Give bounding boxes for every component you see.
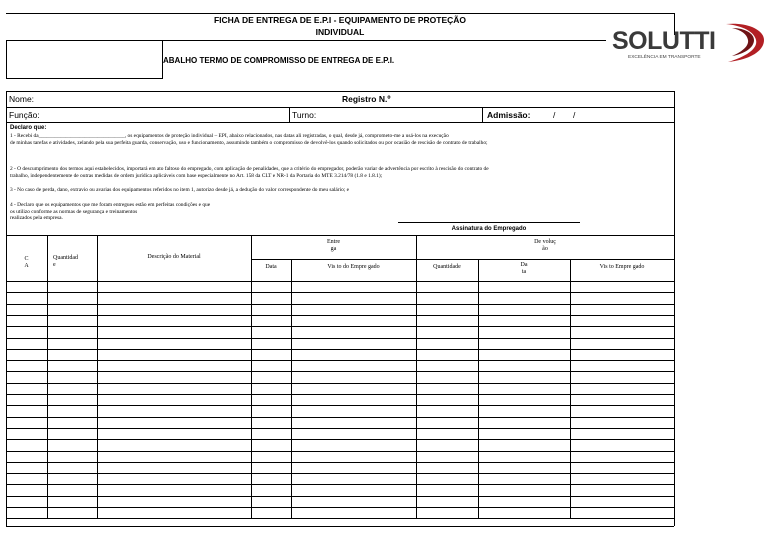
col-header-descricao: Descrição do Material [147,254,201,260]
label-turno: Turno: [292,110,317,120]
declaration-item4-line3: realizados pela empresa. [10,215,63,221]
declaration-item4-line2: os utilizo conforme as normas de segurança e treinamentos [10,209,138,215]
table-row [6,304,674,305]
table-row [6,518,674,519]
col-header-ca-line2: A [24,263,29,269]
col-header-data-devolucao-line2: ta [521,269,527,275]
col-header-data: Data [265,264,277,270]
table-row [6,496,674,497]
table-row [6,371,674,372]
col-divider [251,235,252,518]
logo-tagline: EXCELÊNCIA EM TRANSPORTE [628,55,701,60]
sep-funcao-turno [289,107,290,122]
col-header-data-devolucao-line1: Da [520,262,528,268]
col-divider [291,259,292,518]
col-header-visto-entrega: Vis to do Empre gado [327,264,380,270]
table-row [6,484,674,485]
col-header-quantidade-devolucao: Quantidade [433,264,461,270]
bottom-frame [6,526,674,527]
signature-label: Assinatura do Empregado [451,226,527,232]
col-header-quantidade-line1: Quantidad [53,255,78,261]
col-divider [47,235,48,518]
table-row [6,462,674,463]
solutti-logo [608,18,768,64]
row-separator-1 [6,107,674,108]
form-title-line1: FICHA DE ENTREGA DE E.P.I - EQUIPAMENTO DE PROTEÇÃO [213,15,467,25]
label-admissao: Admissão: [487,110,531,120]
table-row [6,383,674,384]
table-row [6,507,674,508]
col-divider [478,259,479,518]
table-row [6,473,674,474]
declaration-item3: 3 - No caso de perda, dano, extravio ou avarias dos equipamentos referidos no item 1, autorizo desde já, a dedução do valor correspondente do meu salário; e [10,187,350,193]
table-row [6,417,674,418]
label-nome: Nome: [9,94,35,104]
right-frame [674,91,675,526]
col-header-visto-devolucao: Vis to Empre gado [599,264,645,270]
row-separator-2 [6,122,674,123]
table-row [6,338,674,339]
col-divider [570,259,571,518]
declaration-item2-line1: 2 - O descumprimento dos termos aqui estabelecidos, importará em ato faltoso do empregado, com aplicação de penalidades, que a critério do empregador, poderão variar de advertência por escrito à rescisão do contrato de [10,166,489,172]
label-registro: Registro N.º [342,94,391,104]
sep-turno-admissao [482,107,483,122]
group-header-devolucao-line1: De voluç [534,239,556,245]
declaration-item4-line1: 4 - Declaro que os equipamentos que me foram entregues estão em perfeitas condições e que [10,202,211,208]
form-title-line2: INDIVIDUAL [315,27,365,37]
group-header-devolucao-line2: ão [542,246,548,252]
label-funcao: Função: [9,110,40,120]
col-divider [416,235,417,518]
group-header-entrega-line2: ga [330,246,337,252]
table-row [6,315,674,316]
declaration-item1-line2: de minhas tarefas e atividades, zelando pela sua perfeita guarda, conservação, uso e funcionamento, assumindo também o compromisso de devolvê-los quando solicitados ou por ocasião de rescisão de contrato de trabalho; [10,140,488,146]
admissao-slash-2: / [573,110,576,120]
table-row [6,394,674,395]
declaration-item1-line1: 1 - Recebi da________________________________, os equipamentos de proteção individual – EPI, abaixo relacionados, nas datas ali registradas, o qual, desde já, comprometo-me a usá-los na execução [10,133,449,139]
table-row [6,360,674,361]
table-row [6,405,674,406]
form-subtitle: ABALHO TERMO DE COMPROMISSO DE ENTREGA DE E.P.I. [163,56,395,65]
table-row [6,326,674,327]
table-row [6,292,674,293]
admissao-slash-1: / [553,110,556,120]
col-header-quantidade-line2: e [53,262,56,268]
top-border [6,13,674,14]
fields-top-border [6,91,674,92]
left-frame [6,91,7,526]
col-divider [97,235,98,518]
table-row [6,439,674,440]
table-top-border [6,235,674,236]
table-row [6,451,674,452]
svg-text:SOLUTTI: SOLUTTI [612,27,716,55]
company-stamp-box [6,40,163,79]
table-row [6,428,674,429]
col-header-ca-line1: C [24,256,29,262]
header-bottom-border [6,281,674,282]
group-header-underline [251,259,674,260]
signature-line [398,222,580,223]
table-row [6,349,674,350]
group-header-entrega-line1: Entre [327,239,340,245]
declaration-heading: Declaro que: [10,125,47,131]
declaration-item2-line2: trabalho, independentemente de outras medidas de ordem jurídica aplicáveis com base especialmente no Art. 158 da CLT e NR-1 da Portaria do MTE 3.214/78 (1.8 e 1.8.1); [10,173,383,179]
